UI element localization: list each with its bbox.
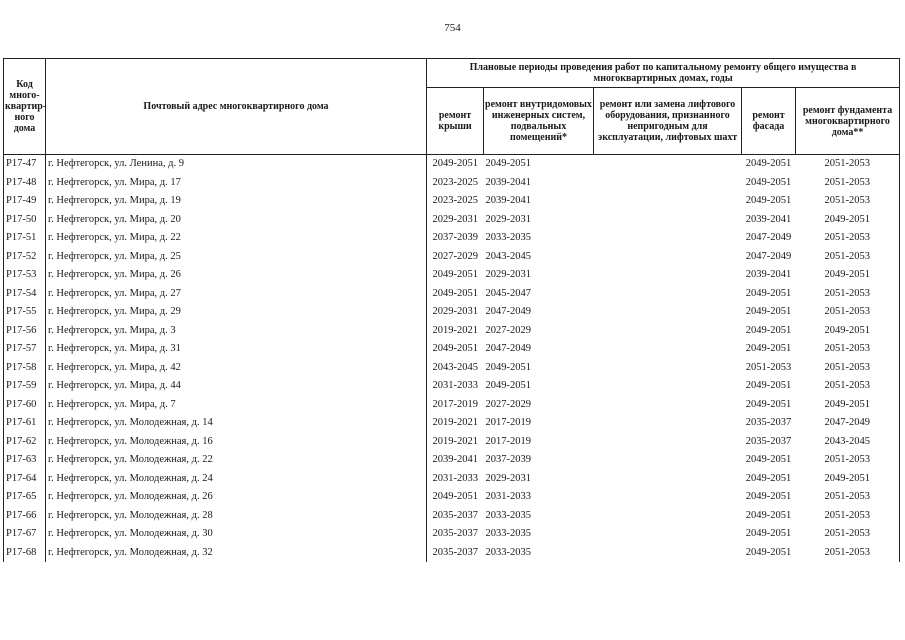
- row-foundation-period: 2051-2053: [796, 488, 900, 507]
- row-facade-period: 2039-2041: [745, 213, 792, 225]
- row-address: г. Нефтегорск, ул. Молодежная, д. 30: [46, 525, 427, 544]
- row-address: г. Нефтегорск, ул. Мира, д. 27: [46, 285, 427, 304]
- row-systems-period: 2031-2033: [485, 491, 531, 503]
- table-row: [4, 266, 900, 285]
- row-facade-period: 2049-2051: [745, 509, 792, 521]
- row-address: г. Нефтегорск, ул. Мира, д. 42: [46, 359, 427, 378]
- row-facade-period: 2049-2051: [745, 454, 792, 466]
- row-systems-period: 2049-2051: [485, 380, 531, 392]
- row-facade-period: 2049-2051: [745, 472, 792, 484]
- table-row: [4, 322, 900, 341]
- row-address: г. Нефтегорск, ул. Мира, д. 3: [46, 322, 427, 341]
- row-address: г. Нефтегорск, ул. Мира, д. 22: [46, 229, 427, 248]
- table-row: [4, 359, 900, 378]
- row-roof-period: 2017-2019: [427, 396, 484, 415]
- row-facade-period: 2049-2051: [745, 380, 792, 392]
- table-body: [4, 155, 900, 563]
- row-address: г. Нефтегорск, ул. Молодежная, д. 22: [46, 451, 427, 470]
- row-foundation-period: 2051-2053: [796, 303, 900, 322]
- row-code: Р17-57: [4, 340, 46, 359]
- row-facade-period: 2049-2051: [745, 306, 792, 318]
- row-code: Р17-65: [4, 488, 46, 507]
- row-facade-period: 2039-2041: [745, 269, 792, 281]
- row-roof-period: 2035-2037: [427, 525, 484, 544]
- row-lift-period: [594, 155, 742, 174]
- row-code: Р17-67: [4, 525, 46, 544]
- row-facade-period: 2051-2053: [745, 361, 792, 373]
- row-code: Р17-61: [4, 414, 46, 433]
- row-facade-period: 2049-2051: [745, 287, 792, 299]
- header-periods: Плановые периоды проведения работ по капитальному ремонту общего имущества в многоквартирных домах, годы: [427, 59, 900, 88]
- row-roof-period: 2023-2025: [427, 174, 484, 193]
- header-lift: ремонт или замена лифтового оборудования, признанного непригодным для эксплуатации, лифтовых шахт: [594, 88, 742, 155]
- row-address: г. Нефтегорск, ул. Молодежная, д. 28: [46, 507, 427, 526]
- row-code: Р17-58: [4, 359, 46, 378]
- row-lift-period: [594, 507, 742, 526]
- row-roof-period: 2049-2051: [427, 155, 484, 174]
- row-systems-period: 2049-2051: [484, 155, 594, 174]
- header-address: Почтовый адрес многоквартирного дома: [46, 59, 427, 155]
- row-lift-period: [594, 396, 742, 415]
- row-roof-period: 2019-2021: [427, 433, 484, 452]
- row-roof-period: 2049-2051: [427, 285, 484, 304]
- row-lift-period: [594, 211, 742, 230]
- row-lift-period: [594, 470, 742, 489]
- row-foundation-period: 2051-2053: [796, 377, 900, 396]
- row-systems-period: 2029-2031: [485, 269, 531, 281]
- row-lift-period: [594, 266, 742, 285]
- row-roof-period: 2029-2031: [427, 211, 484, 230]
- row-address: г. Нефтегорск, ул. Мира, д. 26: [46, 266, 427, 285]
- row-code: Р17-59: [4, 377, 46, 396]
- row-foundation-period: 2051-2053: [796, 544, 900, 563]
- row-systems-period: 2033-2035: [485, 546, 531, 558]
- row-facade-period: 2035-2037: [745, 435, 792, 447]
- table-row: [4, 155, 900, 174]
- header-row-periods: [4, 59, 900, 88]
- row-code: Р17-64: [4, 470, 46, 489]
- row-lift-period: [594, 359, 742, 378]
- row-address: г. Нефтегорск, ул. Молодежная, д. 32: [46, 544, 427, 563]
- table-row: [4, 451, 900, 470]
- row-roof-period: 2049-2051: [427, 266, 484, 285]
- header-facade: ремонт фасада: [742, 88, 796, 155]
- row-roof-period: 2043-2045: [427, 359, 484, 378]
- row-address: г. Нефтегорск, ул. Мира, д. 19: [46, 192, 427, 211]
- row-systems-period: 2047-2049: [485, 343, 531, 355]
- header-foundation: ремонт фундамента многоквартирного дома**: [796, 88, 900, 155]
- row-code: Р17-63: [4, 451, 46, 470]
- row-facade-period: 2049-2051: [745, 491, 792, 503]
- row-systems-period: 2049-2051: [485, 361, 531, 373]
- row-facade-period: 2049-2051: [745, 324, 792, 336]
- table-row: [4, 414, 900, 433]
- row-address: г. Нефтегорск, ул. Мира, д. 44: [46, 377, 427, 396]
- row-address: г. Нефтегорск, ул. Ленина, д. 9: [46, 155, 427, 174]
- row-systems-period: 2017-2019: [485, 435, 531, 447]
- row-facade-period: 2047-2049: [745, 232, 792, 244]
- row-systems-period: 2039-2041: [485, 176, 531, 188]
- table-row: [4, 211, 900, 230]
- header-code: Код много-квартир-ного дома: [4, 59, 46, 155]
- row-foundation-period: 2049-2051: [796, 211, 900, 230]
- row-facade-period: 2049-2051: [745, 546, 792, 558]
- row-systems-period: 2039-2041: [485, 195, 531, 207]
- row-code: Р17-66: [4, 507, 46, 526]
- row-foundation-period: 2047-2049: [796, 414, 900, 433]
- row-roof-period: 2027-2029: [427, 248, 484, 267]
- row-systems-period: 2027-2029: [485, 398, 531, 410]
- row-foundation-period: 2049-2051: [796, 470, 900, 489]
- row-systems-period: 2043-2045: [485, 250, 531, 262]
- table-row: [4, 433, 900, 452]
- row-foundation-period: 2051-2053: [796, 192, 900, 211]
- row-foundation-period: 2051-2053: [796, 155, 900, 174]
- row-address: г. Нефтегорск, ул. Мира, д. 20: [46, 211, 427, 230]
- row-roof-period: 2035-2037: [427, 544, 484, 563]
- row-code: Р17-51: [4, 229, 46, 248]
- row-systems-period: 2017-2019: [485, 417, 531, 429]
- row-systems-period: 2033-2035: [485, 232, 531, 244]
- row-lift-period: [594, 488, 742, 507]
- row-facade-period: 2049-2051: [745, 528, 792, 540]
- row-code: Р17-68: [4, 544, 46, 563]
- row-code: Р17-48: [4, 174, 46, 193]
- row-code: Р17-55: [4, 303, 46, 322]
- row-lift-period: [594, 248, 742, 267]
- table-row: [4, 544, 900, 563]
- row-foundation-period: 2049-2051: [796, 266, 900, 285]
- row-roof-period: 2031-2033: [427, 377, 484, 396]
- row-address: г. Нефтегорск, ул. Мира, д. 29: [46, 303, 427, 322]
- row-code: Р17-50: [4, 211, 46, 230]
- row-roof-period: 2019-2021: [427, 322, 484, 341]
- row-foundation-period: 2049-2051: [796, 322, 900, 341]
- row-lift-period: [594, 525, 742, 544]
- row-lift-period: [594, 322, 742, 341]
- row-address: г. Нефтегорск, ул. Мира, д. 7: [46, 396, 427, 415]
- row-roof-period: 2031-2033: [427, 470, 484, 489]
- row-foundation-period: 2051-2053: [796, 507, 900, 526]
- row-lift-period: [594, 451, 742, 470]
- row-foundation-period: 2043-2045: [796, 433, 900, 452]
- row-systems-period: 2037-2039: [485, 454, 531, 466]
- capital-repair-schedule-table: [3, 58, 900, 562]
- table-row: [4, 525, 900, 544]
- row-systems-period: 2027-2029: [485, 324, 531, 336]
- row-systems-period: 2029-2031: [485, 213, 531, 225]
- row-lift-period: [594, 303, 742, 322]
- table-row: [4, 229, 900, 248]
- row-roof-period: 2039-2041: [427, 451, 484, 470]
- row-address: г. Нефтегорск, ул. Мира, д. 25: [46, 248, 427, 267]
- table-row: [4, 507, 900, 526]
- table-row: [4, 192, 900, 211]
- row-facade-period: 2047-2049: [745, 250, 792, 262]
- table-row: [4, 174, 900, 193]
- row-foundation-period: 2051-2053: [796, 340, 900, 359]
- row-facade-period: 2049-2051: [742, 155, 796, 174]
- row-address: г. Нефтегорск, ул. Молодежная, д. 24: [46, 470, 427, 489]
- row-code: Р17-52: [4, 248, 46, 267]
- row-facade-period: 2049-2051: [745, 195, 792, 207]
- table-row: [4, 340, 900, 359]
- row-roof-period: 2023-2025: [427, 192, 484, 211]
- table-row: [4, 396, 900, 415]
- row-lift-period: [594, 285, 742, 304]
- row-foundation-period: 2051-2053: [796, 359, 900, 378]
- row-code: Р17-49: [4, 192, 46, 211]
- row-roof-period: 2037-2039: [427, 229, 484, 248]
- row-address: г. Нефтегорск, ул. Молодежная, д. 14: [46, 414, 427, 433]
- row-foundation-period: 2051-2053: [796, 229, 900, 248]
- row-facade-period: 2049-2051: [745, 176, 792, 188]
- table-row: [4, 377, 900, 396]
- row-address: г. Нефтегорск, ул. Молодежная, д. 16: [46, 433, 427, 452]
- row-lift-period: [594, 340, 742, 359]
- row-systems-period: 2033-2035: [485, 509, 531, 521]
- row-foundation-period: 2051-2053: [796, 248, 900, 267]
- row-code: Р17-53: [4, 266, 46, 285]
- row-systems-period: 2045-2047: [485, 287, 531, 299]
- table-row: [4, 248, 900, 267]
- page-number: 754: [444, 22, 461, 34]
- row-address: г. Нефтегорск, ул. Молодежная, д. 26: [46, 488, 427, 507]
- table-row: [4, 285, 900, 304]
- row-lift-period: [594, 192, 742, 211]
- row-foundation-period: 2051-2053: [796, 174, 900, 193]
- row-roof-period: 2049-2051: [427, 340, 484, 359]
- table-row: [4, 470, 900, 489]
- row-lift-period: [594, 377, 742, 396]
- row-roof-period: 2049-2051: [427, 488, 484, 507]
- row-address: г. Нефтегорск, ул. Мира, д. 17: [46, 174, 427, 193]
- row-systems-period: 2029-2031: [485, 472, 531, 484]
- row-roof-period: 2019-2021: [427, 414, 484, 433]
- row-code: Р17-62: [4, 433, 46, 452]
- row-code: Р17-56: [4, 322, 46, 341]
- row-roof-period: 2029-2031: [427, 303, 484, 322]
- row-foundation-period: 2051-2053: [796, 451, 900, 470]
- row-code: Р17-54: [4, 285, 46, 304]
- row-facade-period: 2049-2051: [745, 343, 792, 355]
- row-foundation-period: 2051-2053: [796, 525, 900, 544]
- row-lift-period: [594, 414, 742, 433]
- row-lift-period: [594, 433, 742, 452]
- row-systems-period: 2047-2049: [485, 306, 531, 318]
- header-roof: ремонт крыши: [427, 88, 484, 155]
- row-code: Р17-60: [4, 396, 46, 415]
- table-row: [4, 303, 900, 322]
- row-lift-period: [594, 544, 742, 563]
- row-facade-period: 2035-2037: [745, 417, 792, 429]
- row-facade-period: 2049-2051: [745, 398, 792, 410]
- header-systems: ремонт внутридомовых инженерных систем, подвальных помещений*: [484, 88, 594, 155]
- row-foundation-period: 2051-2053: [796, 285, 900, 304]
- row-roof-period: 2035-2037: [427, 507, 484, 526]
- row-lift-period: [594, 174, 742, 193]
- table-row: [4, 488, 900, 507]
- row-systems-period: 2033-2035: [485, 528, 531, 540]
- row-code: Р17-47: [4, 155, 46, 174]
- row-foundation-period: 2049-2051: [796, 396, 900, 415]
- row-address: г. Нефтегорск, ул. Мира, д. 31: [46, 340, 427, 359]
- row-lift-period: [594, 229, 742, 248]
